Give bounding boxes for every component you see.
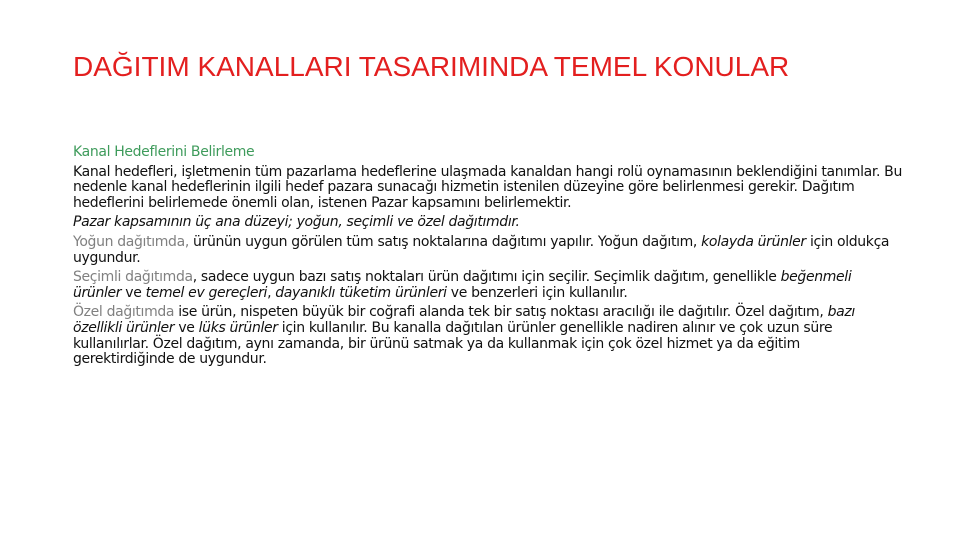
italic-segment: beğenmeli ürünler [73, 269, 852, 301]
text-segment: ise ürün, nispeten büyük bir coğrafi alanda tek bir satış noktası aracılığı ile dağıtılır. Özel dağıtım, [174, 304, 828, 321]
italic-segment: kolayda ürünler [701, 233, 806, 250]
term-selective: Seçimli dağıtımda [73, 269, 193, 286]
text-segment: ve [121, 284, 146, 301]
text-segment: , [267, 284, 276, 301]
italic-segment: lüks ürünler [198, 319, 278, 336]
text-segment: ve benzerleri için kullanılır. [446, 284, 628, 301]
text-segment: ürünün uygun görülen tüm satış noktalarına dağıtımı yapılır. Yoğun dağıtım, [188, 233, 702, 250]
text-segment: için kullanılır. Bu kanalla dağıtılan ürünler genellikle nadiren alınır ve çok uzun süre kullanılırlar. Özel dağıtım, aynı zamanda, bir ürünü satmak ya da kullanmak için çok özel hizmet ya da eğitim gerektirdiğinde de uygundur. [73, 319, 833, 368]
paragraph-channel-goals: Kanal hedefleri, işletmenin tüm pazarlama hedeflerine ulaşmada kanaldan hangi rolü oynamasının beklendiğini tanımlar. Bu nedenle kanal hedeflerinin ilgili hedef pazara sunacağı hizmetin istenilen düzeyine göre belirlenmesi gerekir. Dağıtım hedeflerini belirlemede önemli olan, istenen Pazar kapsamını belirlemektir. [73, 163, 902, 211]
paragraph-selective-distribution [73, 270, 903, 301]
paragraph-exclusive-distribution [73, 305, 903, 367]
slide-body [73, 145, 903, 372]
italic-segment: bazı özellikli ürünler [73, 304, 855, 336]
text-segment: , sadece uygun bazı satış noktaları ürün dağıtımı için seçilir. Seçimlik dağıtım, genellikle [192, 269, 781, 286]
italic-segment: temel ev gereçleri [145, 284, 268, 301]
paragraph-intensive-distribution [73, 235, 903, 266]
term-exclusive: Özel dağıtımda [73, 304, 175, 321]
paragraph-coverage-levels: Pazar kapsamının üç ana düzeyi; yoğun, seçimli ve özel dağıtımdır. [73, 214, 520, 231]
term-intensive: Yoğun dağıtımda, [73, 233, 189, 250]
text-segment: için oldukça uygundur. [73, 233, 890, 266]
slide-title: DAĞITIM KANALLARI TASARIMINDA TEMEL KONULAR [73, 51, 790, 82]
subheading: Kanal Hedeflerini Belirleme [73, 144, 255, 160]
text-segment: ve [174, 319, 199, 336]
italic-segment: dayanıklı tüketim ürünleri [275, 284, 447, 301]
